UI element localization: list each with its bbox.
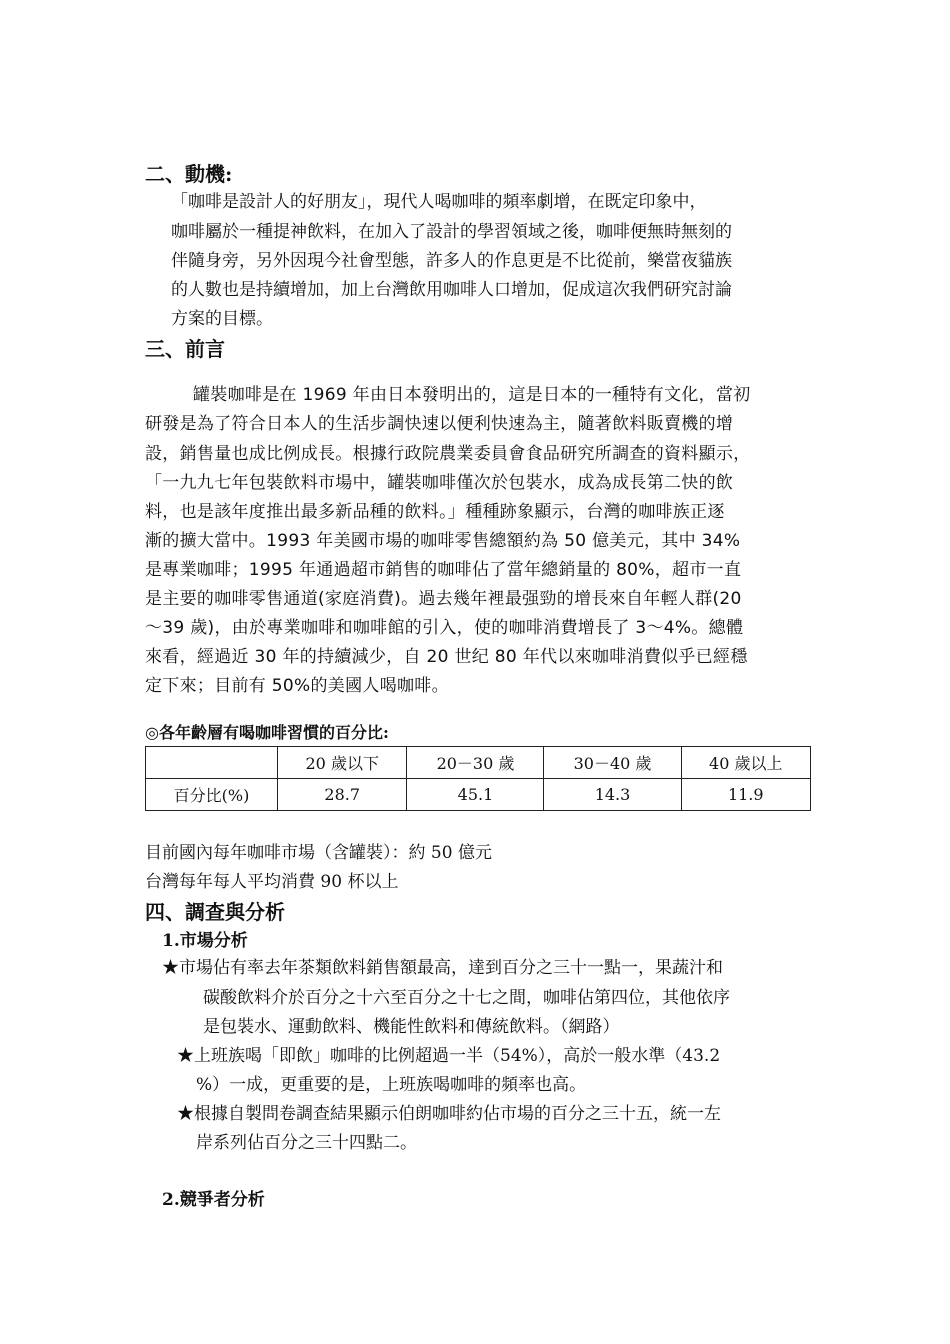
preface-line-9: ～39 歲)，由於專業咖啡和咖啡館的引入，使的咖啡消費增長了 3～4%。總體 — [145, 618, 744, 638]
table-cell: 11.9 — [681, 779, 810, 811]
preface-line-1: 罐裝咖啡是在 1969 年由日本發明出的，這是日本的一種特有文化，當初 — [193, 385, 751, 405]
motivation-line-3: 伴隨身旁，另外因現今社會型態，許多人的作息更是不比從前，樂當夜貓族 — [171, 251, 732, 271]
bullet-2-line-2: %）一成，更重要的是，上班族喝咖啡的頻率也高。 — [196, 1075, 587, 1095]
preface-line-4: 「一九九七年包裝飲料市場中，罐裝咖啡僅次於包裝水，成為成長第二快的飲 — [145, 473, 734, 493]
preface-line-8: 是主要的咖啡零售通道(家庭消費)。過去幾年裡最强勁的增長來自年輕人群(20 — [145, 589, 742, 609]
table-cell: 28.7 — [278, 779, 407, 811]
note-line-1: 目前國內每年咖啡市場（含罐裝）：約 50 億元 — [145, 843, 492, 863]
table-header-cell: 40 歲以上 — [681, 747, 810, 779]
table-header-cell: 20－30 歲 — [407, 747, 544, 779]
bullet-2-line-1: ★上班族喝「即飲」咖啡的比例超過一半（54%），高於一般水準（43.2 — [177, 1046, 721, 1066]
table-header-row — [146, 747, 811, 779]
bullet-3-line-1: ★根據自製問卷調查結果顯示伯朗咖啡約佔市場的百分之三十五，統一左 — [177, 1104, 721, 1124]
table-header-cell: 20 歲以下 — [278, 747, 407, 779]
preface-heading: 三、前言 — [145, 337, 225, 361]
bullet-3-line-2: 岸系列佔百分之三十四點二。 — [196, 1133, 417, 1153]
preface-line-7: 是專業咖啡；1995 年通過超市銷售的咖啡佔了當年總銷量的 80%，超市一直 — [145, 560, 742, 580]
table-header-cell — [146, 747, 278, 779]
table-row-label: 百分比(%) — [146, 779, 278, 811]
bullet-1-line-3: 是包裝水、運動飲料、機能性飲料和傳統飲料。（網路） — [203, 1017, 620, 1037]
preface-line-10: 來看，經過近 30 年的持續減少，自 20 世纪 80 年代以來咖啡消費似乎已經穩 — [145, 647, 748, 667]
competitor-analysis-title: 2.競爭者分析 — [162, 1190, 265, 1210]
table-caption: ◎各年齡層有喝咖啡習慣的百分比: — [145, 723, 389, 742]
preface-line-6: 漸的擴大當中。1993 年美國市場的咖啡零售總額約為 50 億美元，其中 34% — [145, 531, 741, 551]
motivation-line-5: 方案的目標。 — [171, 309, 273, 329]
preface-line-11: 定下來；目前有 50%的美國人喝咖啡。 — [145, 676, 449, 696]
bullet-1-line-1: ★市場佔有率去年茶類飲料銷售額最高，達到百分之三十一點一，果蔬汁和 — [162, 958, 723, 978]
preface-line-2: 研發是為了符合日本人的生活步調快速以便利快速為主，隨著飲料販賣機的增 — [145, 414, 734, 434]
analysis-heading: 四、調查與分析 — [145, 900, 285, 924]
motivation-line-2: 咖啡屬於一種提神飲料，在加入了設計的學習領域之後，咖啡便無時無刻的 — [171, 222, 732, 242]
table-cell: 45.1 — [407, 779, 544, 811]
motivation-heading: 二、動機: — [145, 162, 233, 186]
table-row — [146, 779, 811, 811]
note-line-2: 台灣每年每人平均消費 90 杯以上 — [145, 872, 399, 892]
age-percentage-table — [145, 746, 811, 811]
market-analysis-title: 1.市場分析 — [162, 931, 248, 951]
bullet-1-line-2: 碳酸飲料介於百分之十六至百分之十七之間，咖啡佔第四位，其他依序 — [203, 988, 730, 1008]
motivation-line-1: 「咖啡是設計人的好朋友」，現代人喝咖啡的頻率劇增，在既定印象中， — [171, 192, 707, 212]
table-header-cell: 30－40 歲 — [544, 747, 681, 779]
motivation-line-4: 的人數也是持續增加，加上台灣飲用咖啡人口增加，促成這次我們研究討論 — [171, 280, 732, 300]
preface-line-3: 設，銷售量也成比例成長。根據行政院農業委員會食品研究所調查的資料顯示， — [145, 444, 751, 464]
preface-line-5: 料，也是該年度推出最多新品種的飲料。」種種跡象顯示，台灣的咖啡族正逐 — [145, 502, 725, 522]
table-cell: 14.3 — [544, 779, 681, 811]
